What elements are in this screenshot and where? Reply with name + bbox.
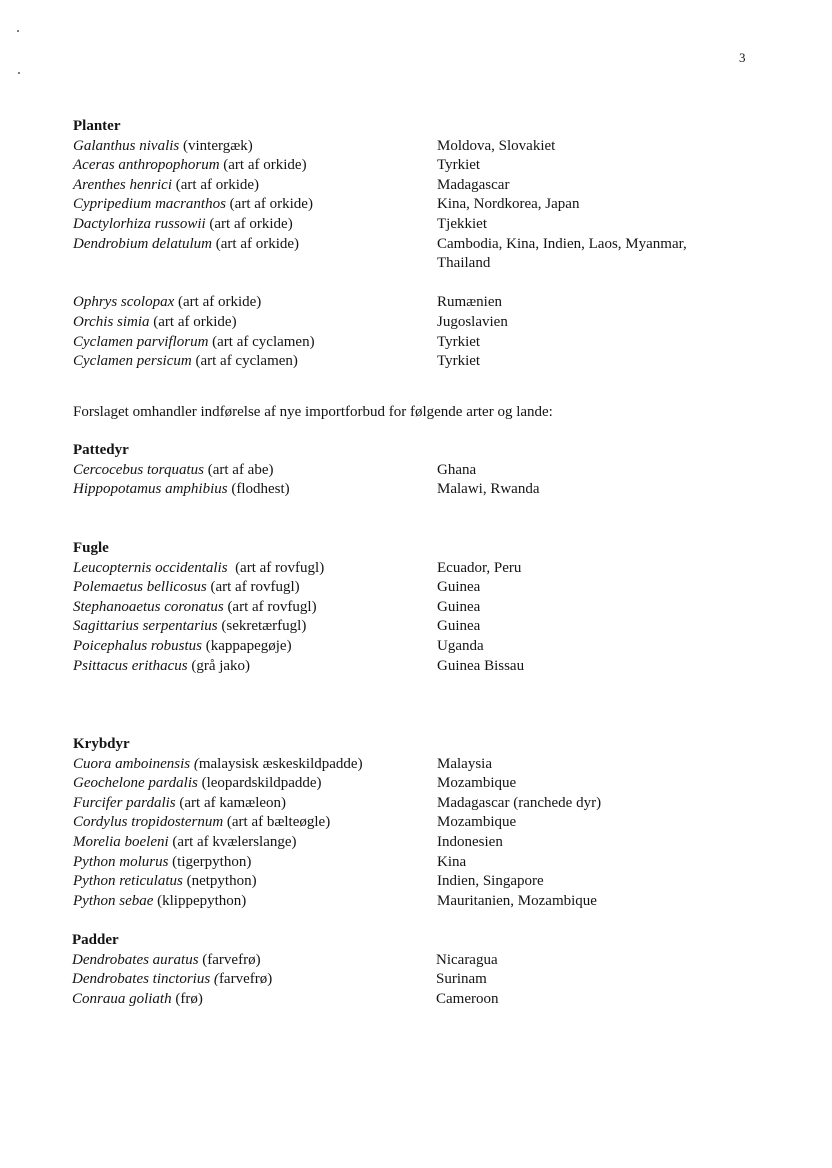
latin-name: Stephanoaetus coronatus: [73, 598, 224, 615]
species-row: [73, 235, 773, 274]
species-row: [73, 137, 773, 157]
country-list: Madagascar (ranchede dyr): [437, 794, 602, 811]
species-row: [72, 951, 772, 971]
common-name: (art af orkide): [172, 176, 260, 193]
country-list: Cambodia, Kina, Indien, Laos, Myanmar, Thailand: [437, 235, 687, 272]
species-name: [73, 892, 437, 912]
species-name: [73, 293, 437, 313]
country-list: Mozambique: [437, 775, 517, 792]
common-name: (art af bælteøgle): [223, 814, 331, 831]
common-name: (leopardskildpadde): [197, 775, 322, 792]
common-name: (tigerpython): [168, 853, 252, 870]
species-row: [73, 637, 773, 657]
intro-paragraph: Forslaget omhandler indførelse af nye importforbud for følgende arter og lande:: [73, 404, 553, 420]
common-name: (art af orkide): [225, 196, 313, 213]
species-name: [73, 195, 437, 215]
species-name: [73, 176, 437, 196]
page-number: 3: [739, 50, 746, 65]
common-name: (art af kvælerslange): [168, 833, 297, 850]
latin-name: Dendrobates tinctorius (: [72, 971, 219, 988]
country-list: Guinea: [437, 579, 481, 596]
section-planter: [73, 117, 773, 372]
latin-name: Dendrobium delatulum: [73, 235, 213, 252]
species-row: [73, 657, 773, 677]
species-name: [73, 813, 437, 833]
common-name: (art af rovfugl): [227, 559, 325, 576]
country-list: Tyrkiet: [437, 333, 481, 350]
species-name: [73, 215, 437, 235]
country-list: Tjekkiet: [437, 215, 487, 232]
species-name: [73, 755, 437, 775]
species-row: [73, 352, 773, 372]
common-name: (art af orkide): [149, 313, 237, 330]
species-name: [73, 461, 437, 481]
latin-name: Python reticulatus: [73, 873, 183, 890]
country-list: Mozambique: [437, 814, 517, 831]
country-list: Jugoslavien: [437, 313, 508, 330]
species-name: [73, 872, 437, 892]
country-list: Rumænien: [437, 294, 503, 311]
country-list: Surinam: [436, 971, 487, 988]
latin-name: Morelia boeleni: [73, 833, 169, 850]
species-row: [73, 813, 773, 833]
latin-name: Sagittarius serpentarius: [73, 618, 218, 635]
common-name: (vintergæk): [179, 137, 253, 154]
latin-name: Python sebae: [73, 892, 154, 909]
latin-name: Dactylorhiza russowii: [73, 215, 206, 232]
country-list: Tyrkiet: [437, 353, 481, 370]
section-krybdyr: [73, 735, 773, 911]
latin-name: Geochelone pardalis: [73, 775, 198, 792]
latin-name: Galanthus nivalis: [73, 137, 180, 154]
common-name: (sekretærfugl): [217, 618, 307, 635]
latin-name: Furcifer pardalis: [73, 794, 176, 811]
section-pattedyr: [73, 441, 773, 500]
common-name: (flodhest): [227, 481, 290, 498]
common-name: (frø): [171, 990, 203, 1007]
section-heading-padder: Padder: [72, 932, 119, 948]
common-name: farvefrø): [218, 971, 273, 988]
species-name: [72, 951, 436, 971]
species-row: [73, 617, 773, 637]
species-row: [73, 176, 773, 196]
latin-name: Conraua goliath: [72, 990, 172, 1007]
country-list: Moldova, Slovakiet: [437, 137, 556, 154]
common-name: (art af cyclamen): [208, 333, 315, 350]
latin-name: Cyclamen parviflorum: [73, 333, 209, 350]
species-row: [73, 853, 773, 873]
latin-name: Cordylus tropidosternum: [73, 814, 224, 831]
country-list: Uganda: [437, 637, 484, 654]
scan-speck: [17, 30, 19, 32]
latin-name: Cypripedium macranthos: [73, 196, 226, 213]
latin-name: Cercocebus torquatus: [73, 461, 204, 478]
common-name: (art af orkide): [174, 294, 262, 311]
country-list: Mauritanien, Mozambique: [437, 892, 597, 909]
species-name: [73, 833, 437, 853]
species-row: [73, 333, 773, 353]
species-name: [72, 970, 436, 990]
country-list: Kina: [437, 853, 467, 870]
country-list: Guinea Bissau: [437, 657, 525, 674]
species-name: [73, 853, 437, 873]
section-fugle: [73, 539, 773, 676]
species-row: [73, 215, 773, 235]
species-row: [73, 774, 773, 794]
country-list: Indonesien: [437, 833, 503, 850]
latin-name: Python molurus: [73, 853, 169, 870]
species-name: [73, 156, 437, 176]
latin-name: Leucopternis occidentalis: [73, 559, 228, 576]
country-list: Guinea: [437, 618, 481, 635]
species-name: [73, 313, 437, 333]
common-name: malaysisk æskeskildpadde): [198, 755, 363, 772]
latin-name: Aceras anthropophorum: [73, 157, 220, 174]
country-list: Guinea: [437, 598, 481, 615]
country-list: Madagascar: [437, 176, 510, 193]
section-heading-fugle: Fugle: [73, 540, 109, 556]
species-row: [73, 195, 773, 215]
section-heading-krybdyr: Krybdyr: [73, 736, 130, 752]
species-name: [73, 598, 437, 618]
species-name: [73, 617, 437, 637]
latin-name: Polemaetus bellicosus: [73, 579, 207, 596]
species-name: [73, 137, 437, 157]
latin-name: Hippopotamus amphibius: [73, 481, 228, 498]
latin-name: Dendrobates auratus: [72, 951, 199, 968]
species-row: [73, 833, 773, 853]
species-name: [73, 774, 437, 794]
species-row: [73, 755, 773, 775]
country-list: Kina, Nordkorea, Japan: [437, 196, 580, 213]
species-name: [73, 333, 437, 353]
scan-speck: [18, 72, 20, 74]
common-name: (art af rovfugl): [206, 579, 300, 596]
common-name: (farvefrø): [198, 951, 261, 968]
common-name: (art af kamæleon): [175, 794, 287, 811]
common-name: (klippepython): [153, 892, 247, 909]
country-list: Indien, Singapore: [437, 873, 544, 890]
species-name: [73, 235, 437, 255]
species-name: [73, 794, 437, 814]
species-row: [72, 990, 772, 1010]
species-row: [73, 461, 773, 481]
country-list: Cameroon: [436, 990, 499, 1007]
species-row: [73, 872, 773, 892]
common-name: (art af rovfugl): [223, 598, 317, 615]
species-name: [73, 637, 437, 657]
common-name: (art af orkide): [212, 235, 300, 252]
species-name: [73, 480, 437, 500]
species-row: [73, 293, 773, 313]
common-name: (art af orkide): [205, 215, 293, 232]
spacer: [73, 274, 773, 294]
species-name: [73, 559, 437, 579]
section-heading-planter: Planter: [73, 118, 121, 134]
latin-name: Psittacus erithacus: [73, 657, 188, 674]
species-row: [73, 156, 773, 176]
country-list: Malaysia: [437, 755, 492, 772]
species-row: [73, 794, 773, 814]
country-list: Ghana: [437, 461, 477, 478]
common-name: (art af abe): [203, 461, 274, 478]
species-row: [73, 480, 773, 500]
common-name: (art af cyclamen): [191, 353, 298, 370]
common-name: (kappapegøje): [202, 637, 292, 654]
species-name: [72, 990, 436, 1010]
latin-name: Arenthes henrici: [73, 176, 173, 193]
latin-name: Ophrys scolopax: [73, 294, 175, 311]
latin-name: Cuora amboinensis (: [73, 755, 199, 772]
country-list: Malawi, Rwanda: [437, 481, 540, 498]
species-name: [73, 352, 437, 372]
country-list: Ecuador, Peru: [437, 559, 522, 576]
latin-name: Cyclamen persicum: [73, 353, 192, 370]
common-name: (art af orkide): [219, 157, 307, 174]
country-list: Nicaragua: [436, 951, 498, 968]
species-row: [73, 598, 773, 618]
species-row: [73, 313, 773, 333]
species-name: [73, 578, 437, 598]
species-row: [73, 892, 773, 912]
common-name: (grå jako): [187, 657, 251, 674]
section-heading-pattedyr: Pattedyr: [73, 442, 129, 458]
common-name: (netpython): [182, 873, 257, 890]
section-padder: [72, 931, 772, 1009]
species-row: [73, 559, 773, 579]
latin-name: Poicephalus robustus: [73, 637, 203, 654]
country-list: Tyrkiet: [437, 157, 481, 174]
species-row: [72, 970, 772, 990]
latin-name: Orchis simia: [73, 313, 150, 330]
species-row: [73, 578, 773, 598]
species-name: [73, 657, 437, 677]
